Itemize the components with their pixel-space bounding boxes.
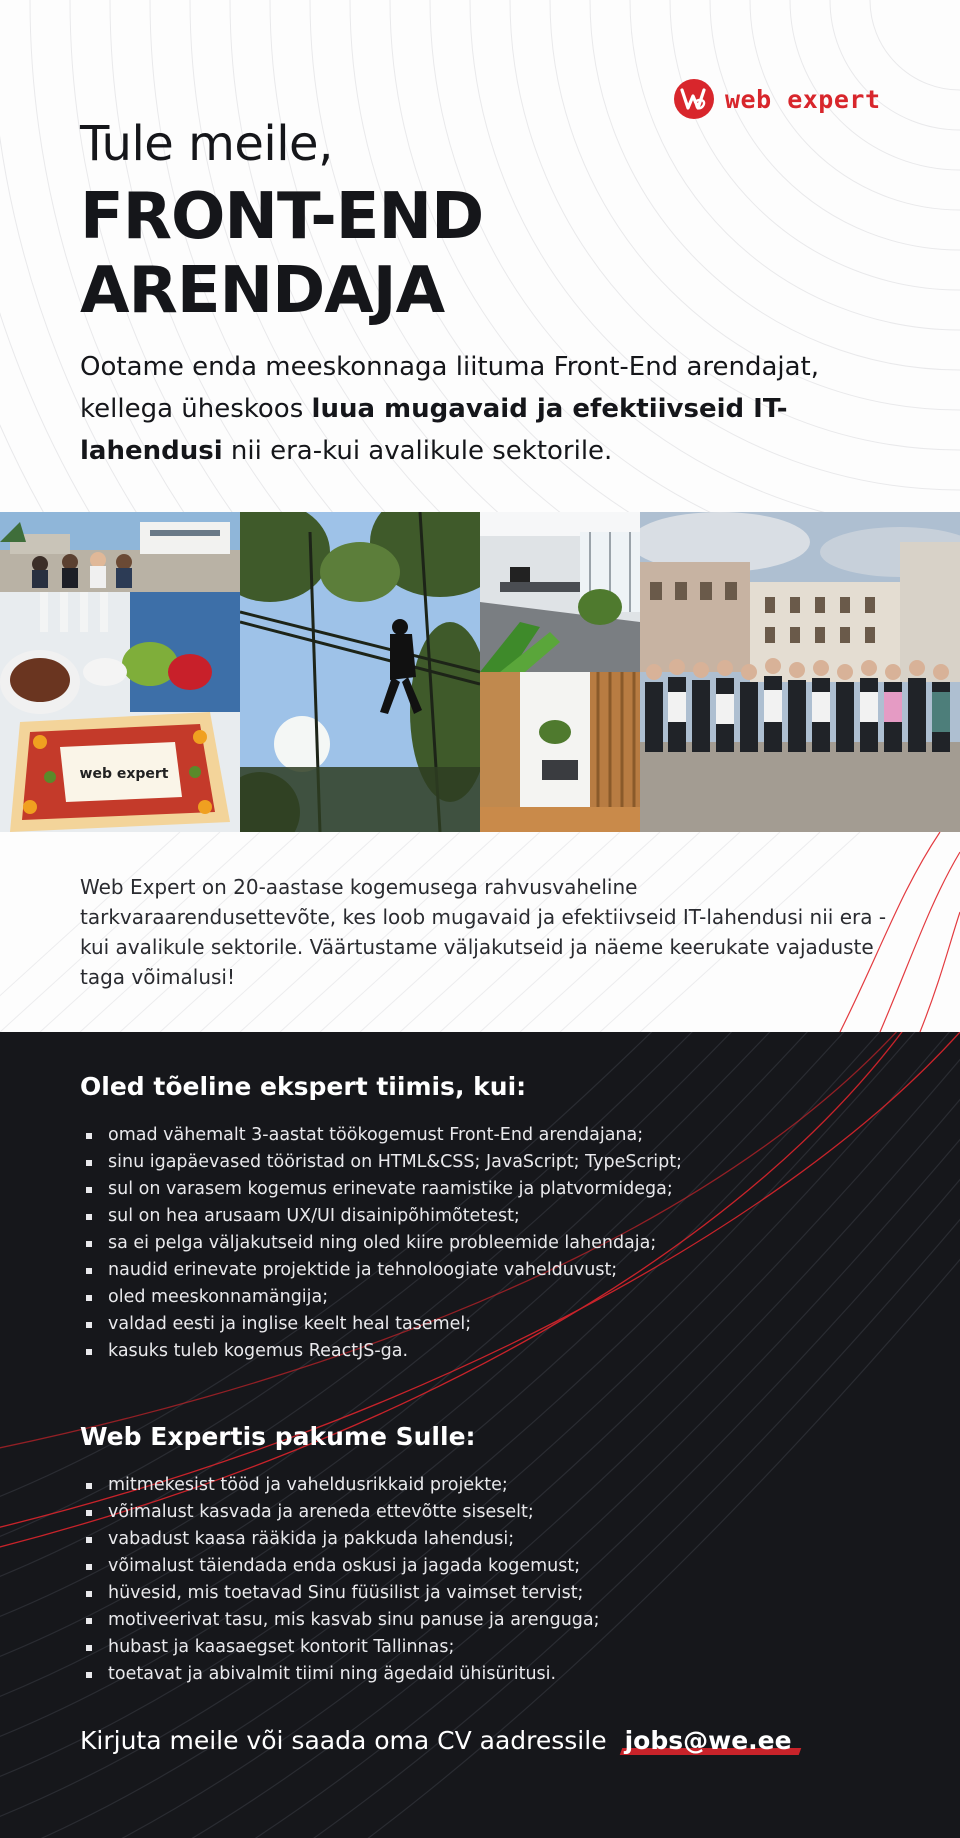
offer-item: võimalust täiendada enda oskusi ja jagada kogemust; [80, 1553, 600, 1580]
contact-text: Kirjuta meile või saada oma CV aadressile [80, 1726, 607, 1755]
offer-item: võimalust kasvada ja areneda ettevõtte siseselt; [80, 1499, 600, 1526]
offer-item: motiveerivat tasu, mis kasvab sinu panuse ja arenguga; [80, 1607, 600, 1634]
cake-image [0, 592, 240, 832]
photo-rope-park [240, 512, 480, 832]
requirement-item: omad vähemalt 3-aastat töökogemust Front-End arendajana; [80, 1122, 682, 1149]
requirement-item: kasuks tuleb kogemus ReactJS-ga. [80, 1338, 682, 1365]
page-title [80, 180, 483, 328]
offer-item: toetavat ja abivalmit tiimi ning ägedaid ühisüritusi. [80, 1661, 600, 1688]
offer-item: mitmekesist tööd ja vaheldusrikkaid projekte; [80, 1472, 600, 1499]
offer-item: vabadust kaasa rääkida ja pakkuda lahendusi; [80, 1526, 600, 1553]
brand-name: web expert [725, 84, 881, 114]
lead-text: Ootame enda meeskonnaga liituma Front-End arendajat, kellega üheskoos [80, 352, 820, 424]
requirement-item: sul on varasem kogemus erinevate raamistike ja platvormidega; [80, 1176, 682, 1203]
contact-line [80, 1726, 796, 1755]
requirements-title: Oled tõeline ekspert tiimis, kui: [80, 1072, 527, 1101]
requirement-item: sinu igapäevased tööristad on HTML&CSS; JavaScript; TypeScript; [80, 1149, 682, 1176]
about-section [0, 832, 960, 1032]
cake-label: web expert [79, 766, 169, 782]
photo-team-group [640, 512, 960, 832]
requirement-item: sa ei pelga väljakutseid ning oled kiire probleemide lahendaja; [80, 1230, 682, 1257]
web-expert-logo-icon [673, 78, 715, 120]
details-section [0, 1032, 960, 1838]
offer-item: hubast ja kaasaegset kontorit Tallinnas; [80, 1634, 600, 1661]
rope-park-image [240, 512, 480, 832]
photo-collage [0, 512, 960, 832]
offer-list [80, 1472, 600, 1688]
office-door-image [480, 672, 640, 832]
title-line-1: FRONT-END [80, 180, 484, 254]
photo-harbor-team [0, 512, 240, 592]
hero-section [0, 0, 960, 512]
requirement-item: oled meeskonnamängija; [80, 1284, 682, 1311]
photo-fruit-cake [0, 592, 240, 832]
requirements-list [80, 1122, 682, 1365]
contact-email-link[interactable] [621, 1726, 796, 1755]
offer-title: Web Expertis pakume Sulle: [80, 1422, 476, 1451]
lead-highlight: luua mugavaid ja efektiivseid IT-lahendusi [80, 394, 788, 466]
team-group-image [640, 512, 960, 832]
hero-subtitle: Tule meile, [80, 116, 333, 172]
hero-lead [80, 346, 900, 472]
office-desks-image [480, 512, 640, 672]
requirement-item: sul on hea arusaam UX/UI disainipõhimõtetest; [80, 1203, 682, 1230]
offer-item: hüvesid, mis toetavad Sinu füüsilist ja vaimset tervist; [80, 1580, 600, 1607]
photo-office-door [480, 672, 640, 832]
brand-logo[interactable] [673, 78, 881, 120]
title-line-2: ARENDAJA [80, 254, 445, 328]
photo-office-desks [480, 512, 640, 672]
contact-email: jobs@we.ee [624, 1726, 792, 1755]
requirement-item: valdad eesti ja inglise keelt heal tasemel; [80, 1311, 682, 1338]
harbor-image [0, 512, 240, 592]
requirement-item: naudid erinevate projektide ja tehnoloogiate vahelduvust; [80, 1257, 682, 1284]
lead-text-end: nii era-kui avalikule sektorile. [222, 436, 613, 466]
about-text: Web Expert on 20-aastase kogemusega rahvusvaheline tarkvaraarendusettevõte, kes loob mugavaid ja efektiivseid IT-lahendusi nii era - kui avalikule sektorile. Väärtustame väljakutseid ja näeme keerukate vajaduste taga võimalusi! [80, 875, 887, 989]
